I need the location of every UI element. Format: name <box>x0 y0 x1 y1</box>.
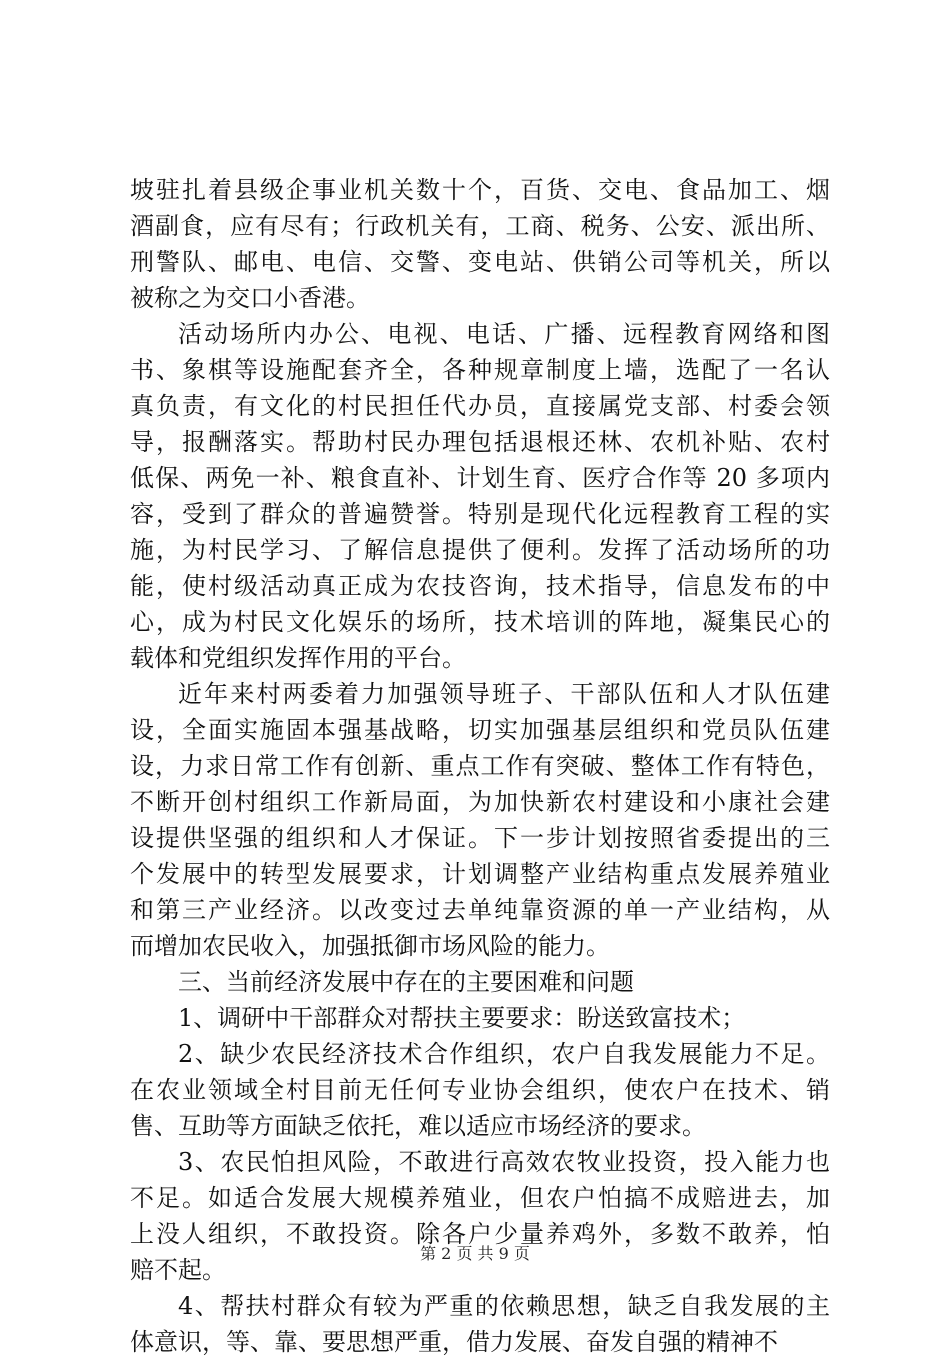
text-line: 真负责，有文化的村民担任代办员，直接属党支部、村委会领 <box>130 392 830 420</box>
document-body <box>130 172 830 1360</box>
text-line: 书、象棋等设施配套齐全，各种规章制度上墙，选配了一名认 <box>130 356 830 384</box>
text-line: 在农业领域全村目前无任何专业协会组织，使农户在技术、销 <box>130 1076 830 1104</box>
text-line: 设，全面实施固本强基战略，切实加强基层组织和党员队伍建 <box>130 716 830 744</box>
text-line: 体意识，等、靠、要思想严重，借力发展、奋发自强的精神不 <box>130 1328 778 1356</box>
text-line: 容，受到了群众的普遍赞誉。特别是现代化远程教育工程的实 <box>130 500 830 528</box>
text-line: 而增加农民收入，加强抵御市场风险的能力。 <box>130 932 610 960</box>
text-line: 不足。如适合发展大规模养殖业，但农户怕搞不成赔进去，加 <box>130 1184 830 1212</box>
text-line: 上没人组织，不敢投资。除各户少量养鸡外，多数不敢养，怕 <box>130 1220 830 1248</box>
text-line: 3、农民怕担风险，不敢进行高效农牧业投资，投入能力也 <box>178 1148 830 1176</box>
text-line: 设提供坚强的组织和人才保证。下一步计划按照省委提出的三 <box>130 824 830 852</box>
text-line: 导，报酬落实。帮助村民办理包括退根还林、农机补贴、农村 <box>130 428 830 456</box>
paragraph <box>130 1000 830 1036</box>
paragraph <box>130 316 830 676</box>
paragraph <box>130 1288 830 1360</box>
text-line: 载体和党组织发挥作用的平台。 <box>130 644 466 672</box>
text-line: 不断开创村组织工作新局面，为加快新农村建设和小康社会建 <box>130 788 830 816</box>
text-line: 活动场所内办公、电视、电话、广播、远程教育网络和图 <box>178 320 830 348</box>
paragraph <box>130 172 830 316</box>
text-line: 坡驻扎着县级企事业机关数十个，百货、交电、食品加工、烟 <box>130 176 830 204</box>
page-footer: 第 2 页 共 9 页 <box>420 1244 530 1263</box>
paragraph <box>130 1144 830 1288</box>
text-line: 刑警队、邮电、电信、交警、变电站、供销公司等机关，所以 <box>130 248 830 276</box>
text-line: 2、缺少农民经济技术合作组织，农户自我发展能力不足。 <box>178 1040 830 1068</box>
text-line: 近年来村两委着力加强领导班子、干部队伍和人才队伍建 <box>178 680 830 708</box>
text-line: 和第三产业经济。以改变过去单纯靠资源的单一产业结构，从 <box>130 896 830 924</box>
paragraph <box>130 676 830 964</box>
paragraph <box>130 964 830 1000</box>
text-line: 心，成为村民文化娱乐的场所，技术培训的阵地，凝集民心的 <box>130 608 830 636</box>
text-line: 低保、两免一补、粮食直补、计划生育、医疗合作等 20 多项内 <box>130 464 830 492</box>
text-line: 设，力求日常工作有创新、重点工作有突破、整体工作有特色， <box>130 752 830 780</box>
paragraph <box>130 1036 830 1144</box>
text-line: 三、当前经济发展中存在的主要困难和问题 <box>178 968 634 996</box>
text-line: 酒副食，应有尽有；行政机关有，工商、税务、公安、派出所、 <box>130 212 830 240</box>
text-line: 个发展中的转型发展要求，计划调整产业结构重点发展养殖业 <box>130 860 830 888</box>
text-line: 售、互助等方面缺乏依托，难以适应市场经济的要求。 <box>130 1112 706 1140</box>
text-line: 4、帮扶村群众有较为严重的依赖思想，缺乏自我发展的主 <box>178 1292 830 1320</box>
text-line: 施，为村民学习、了解信息提供了便利。发挥了活动场所的功 <box>130 536 830 564</box>
text-line: 1、调研中干部群众对帮扶主要要求：盼送致富技术； <box>178 1004 746 1032</box>
text-line: 赔不起。 <box>130 1256 226 1284</box>
text-line: 能，使村级活动真正成为农技咨询，技术指导，信息发布的中 <box>130 572 830 600</box>
text-line: 被称之为交口小香港。 <box>130 284 370 312</box>
